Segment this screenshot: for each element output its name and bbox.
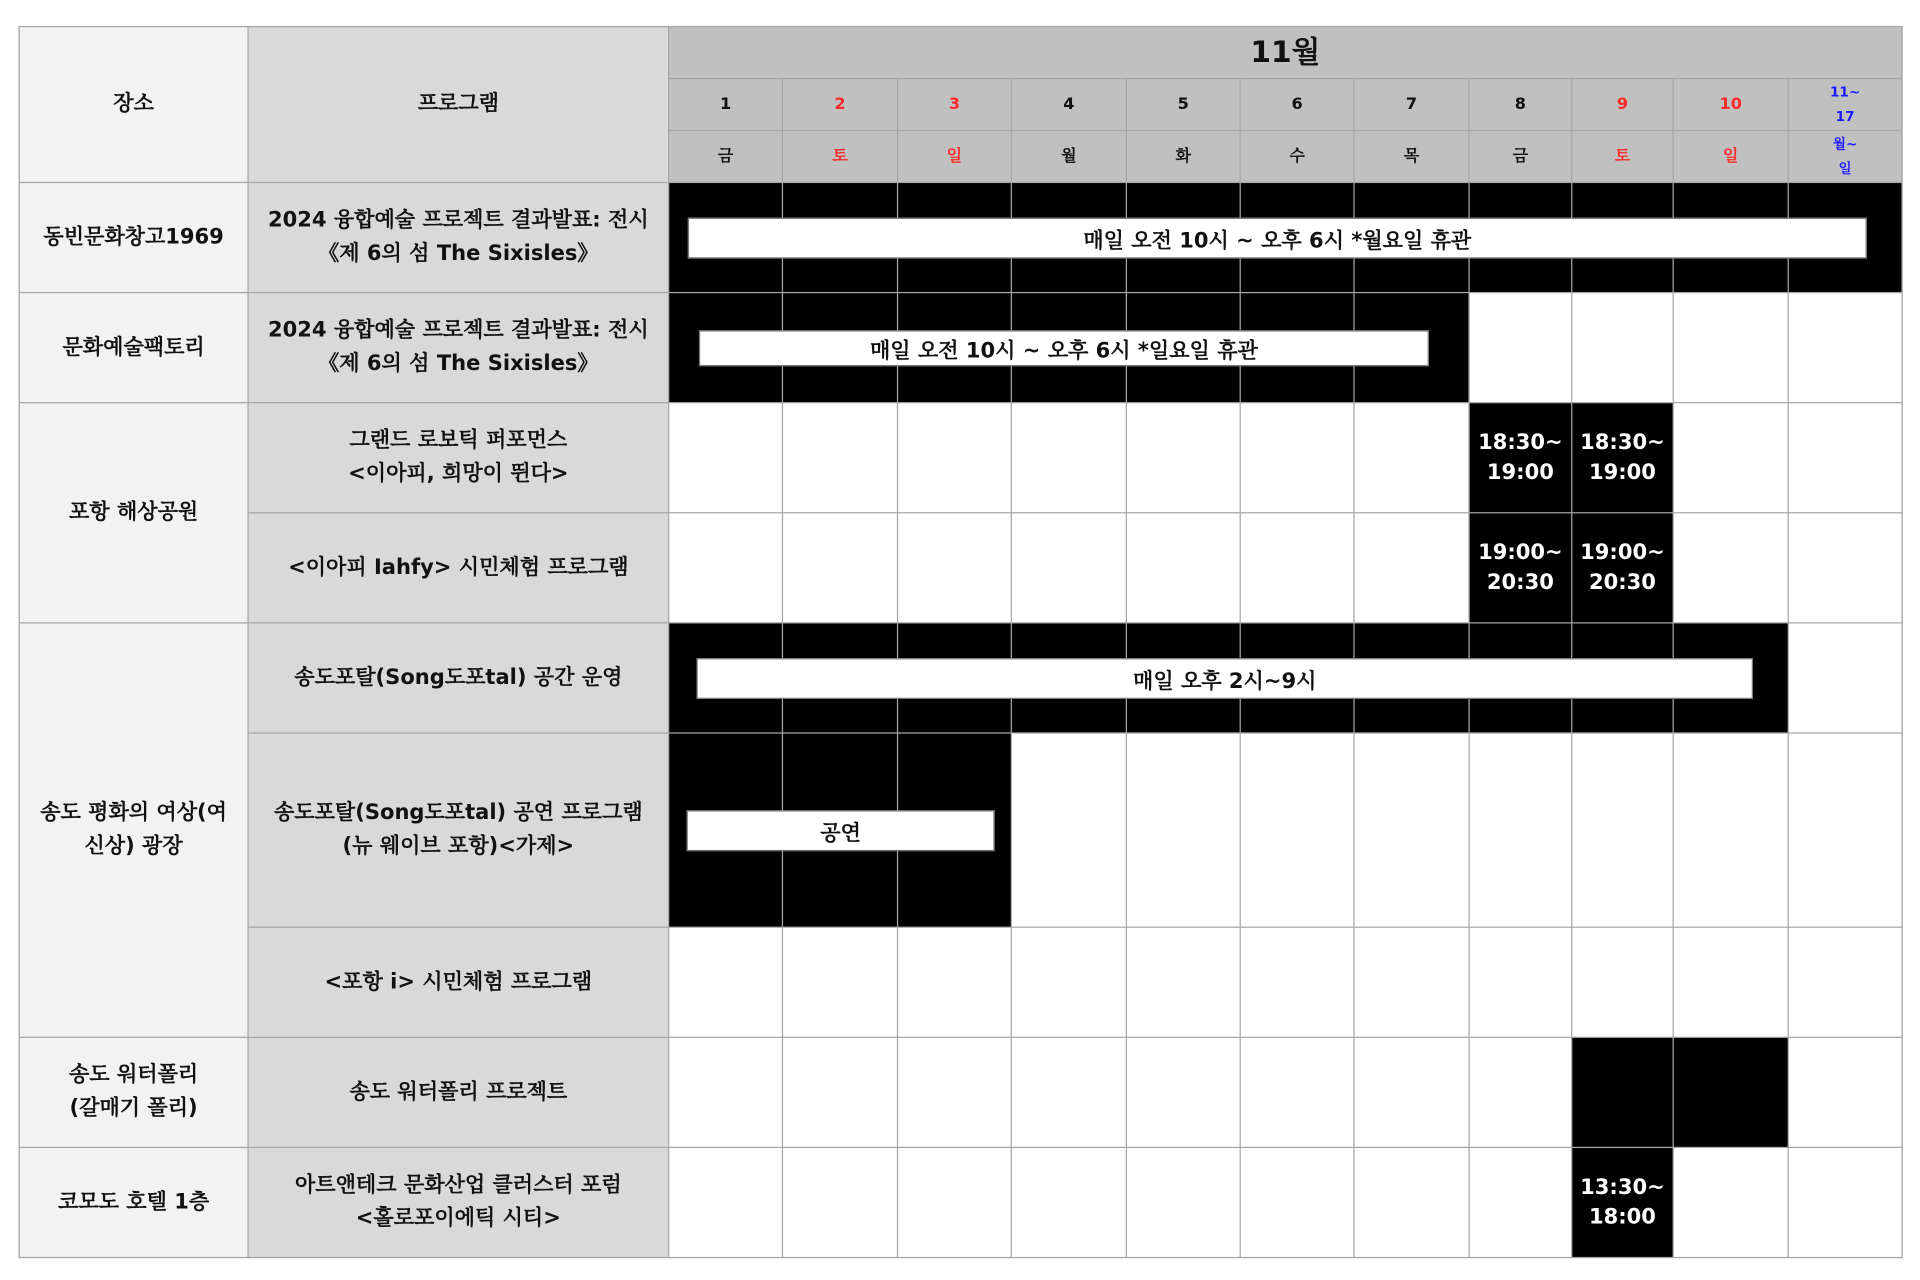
day-cell [669, 513, 782, 622]
day-cell [783, 928, 897, 1037]
day-cell [1355, 928, 1469, 1037]
program-cell: 아트앤테크 문화산업 클러스터 포럼 <홀로포이에틱 시티> [249, 1148, 668, 1257]
program-cell: 송도 워터폴리 프로젝트 [249, 1038, 668, 1147]
weekday-cell: 월 [1012, 131, 1126, 182]
day-cell [898, 928, 1011, 1037]
day-cell [783, 1038, 897, 1147]
day-cell [1789, 1148, 1902, 1257]
time-cell: 13:30~ 18:00 [1572, 1148, 1672, 1257]
day-cell [669, 1038, 782, 1147]
day-cell [783, 1148, 897, 1257]
weekday-cell: 목 [1355, 131, 1469, 182]
place-cell: 송도 평화의 여상(여 신상) 광장 [20, 623, 248, 1036]
day-cell [1789, 403, 1902, 512]
day-cell [1674, 1148, 1788, 1257]
weekday-cell: 토 [783, 131, 897, 182]
day-cell [1012, 403, 1126, 512]
date-cell: 9 [1572, 79, 1672, 130]
day-cell [1470, 1148, 1571, 1257]
day-cell [1572, 293, 1672, 402]
day-cell [783, 513, 897, 622]
program-cell: <이아피 Iahfy> 시민체험 프로그램 [249, 513, 668, 622]
day-cell [1355, 1148, 1469, 1257]
day-cell [898, 403, 1011, 512]
day-cell [1355, 1038, 1469, 1147]
time-cell: 19:00~ 20:30 [1470, 513, 1571, 622]
day-cell [898, 1148, 1011, 1257]
weekday-cell: 금 [669, 131, 782, 182]
day-cell [898, 1038, 1011, 1147]
day-cell [669, 403, 782, 512]
day-cell [1572, 928, 1672, 1037]
day-cell [783, 403, 897, 512]
program-cell: 송도포탈(Song도포tal) 공간 운영 [249, 623, 668, 732]
place-cell: 코모도 호텔 1층 [20, 1148, 248, 1257]
time-cell: 19:00~ 20:30 [1572, 513, 1672, 622]
day-cell [1789, 293, 1902, 402]
place-cell: 포항 해상공원 [20, 403, 248, 622]
day-cell [1241, 1148, 1354, 1257]
day-cell [1470, 734, 1571, 927]
day-cell [1241, 513, 1354, 622]
day-cell [1012, 1148, 1126, 1257]
date-cell: 8 [1470, 79, 1571, 130]
day-cell [1470, 928, 1571, 1037]
time-cell: 18:30~ 19:00 [1470, 403, 1571, 512]
place-cell: 동빈문화창고1969 [20, 183, 248, 292]
header-place: 장소 [20, 27, 248, 182]
date-cell: 4 [1012, 79, 1126, 130]
header-program: 프로그램 [249, 27, 668, 182]
day-cell [1789, 623, 1902, 732]
day-cell [1355, 734, 1469, 927]
day-cell [1241, 1038, 1354, 1147]
day-cell [1674, 293, 1788, 402]
weekday-cell: 수 [1241, 131, 1354, 182]
day-cell [1674, 513, 1788, 622]
header-month: 11월 [669, 27, 1901, 78]
active-day-cell [1572, 1038, 1672, 1147]
day-cell [1241, 403, 1354, 512]
schedule-bar: 공연 [687, 810, 995, 851]
schedule-bar: 매일 오전 10시 ~ 오후 6시 *일요일 휴관 [699, 330, 1429, 366]
day-cell [1012, 928, 1126, 1037]
day-cell [1241, 734, 1354, 927]
day-cell [1012, 1038, 1126, 1147]
active-day-cell [1674, 1038, 1788, 1147]
day-cell [898, 513, 1011, 622]
date-cell: 2 [783, 79, 897, 130]
date-cell: 3 [898, 79, 1011, 130]
day-cell [1241, 928, 1354, 1037]
date-cell: 5 [1127, 79, 1240, 130]
date-cell: 1 [669, 79, 782, 130]
date-cell: 10 [1674, 79, 1788, 130]
day-cell [1470, 1038, 1571, 1147]
day-cell [1789, 734, 1902, 927]
time-cell: 18:30~ 19:00 [1572, 403, 1672, 512]
program-cell: 그랜드 로보틱 퍼포먼스 <이아피, 희망이 뛴다> [249, 403, 668, 512]
schedule-table [19, 26, 1903, 1258]
program-cell: 2024 융합예술 프로젝트 결과발표: 전시 《제 6의 섬 The Sixisles》 [249, 183, 668, 292]
day-cell [1355, 513, 1469, 622]
day-cell [1674, 928, 1788, 1037]
day-cell [1127, 1148, 1240, 1257]
schedule-bar: 매일 오전 10시 ~ 오후 6시 *월요일 휴관 [688, 217, 1867, 258]
program-cell: 송도포탈(Song도포tal) 공연 프로그램 (뉴 웨이브 포항)<가제> [249, 734, 668, 927]
weekday-cell: 월~ 일 [1789, 131, 1902, 182]
schedule-bar: 매일 오후 2시~9시 [696, 658, 1752, 699]
program-cell: <포항 i> 시민체험 프로그램 [249, 928, 668, 1037]
day-cell [1127, 734, 1240, 927]
day-cell [1012, 513, 1126, 622]
day-cell [1789, 513, 1902, 622]
day-cell [1572, 734, 1672, 927]
day-cell [1674, 403, 1788, 512]
day-cell [1127, 928, 1240, 1037]
day-cell [1127, 513, 1240, 622]
weekday-cell: 일 [898, 131, 1011, 182]
place-cell: 문화예술팩토리 [20, 293, 248, 402]
day-cell [669, 1148, 782, 1257]
day-cell [1127, 403, 1240, 512]
day-cell [1470, 293, 1571, 402]
weekday-cell: 일 [1674, 131, 1788, 182]
day-cell [1789, 1038, 1902, 1147]
day-cell [1127, 1038, 1240, 1147]
program-cell: 2024 융합예술 프로젝트 결과발표: 전시 《제 6의 섬 The Sixisles》 [249, 293, 668, 402]
date-cell: 11~ 17 [1789, 79, 1902, 130]
day-cell [1789, 928, 1902, 1037]
place-cell: 송도 워터폴리 (갈매기 폴리) [20, 1038, 248, 1147]
day-cell [1355, 403, 1469, 512]
day-cell [669, 928, 782, 1037]
day-cell [1012, 734, 1126, 927]
day-cell [1674, 734, 1788, 927]
weekday-cell: 토 [1572, 131, 1672, 182]
weekday-cell: 화 [1127, 131, 1240, 182]
weekday-cell: 금 [1470, 131, 1571, 182]
date-cell: 6 [1241, 79, 1354, 130]
date-cell: 7 [1355, 79, 1469, 130]
